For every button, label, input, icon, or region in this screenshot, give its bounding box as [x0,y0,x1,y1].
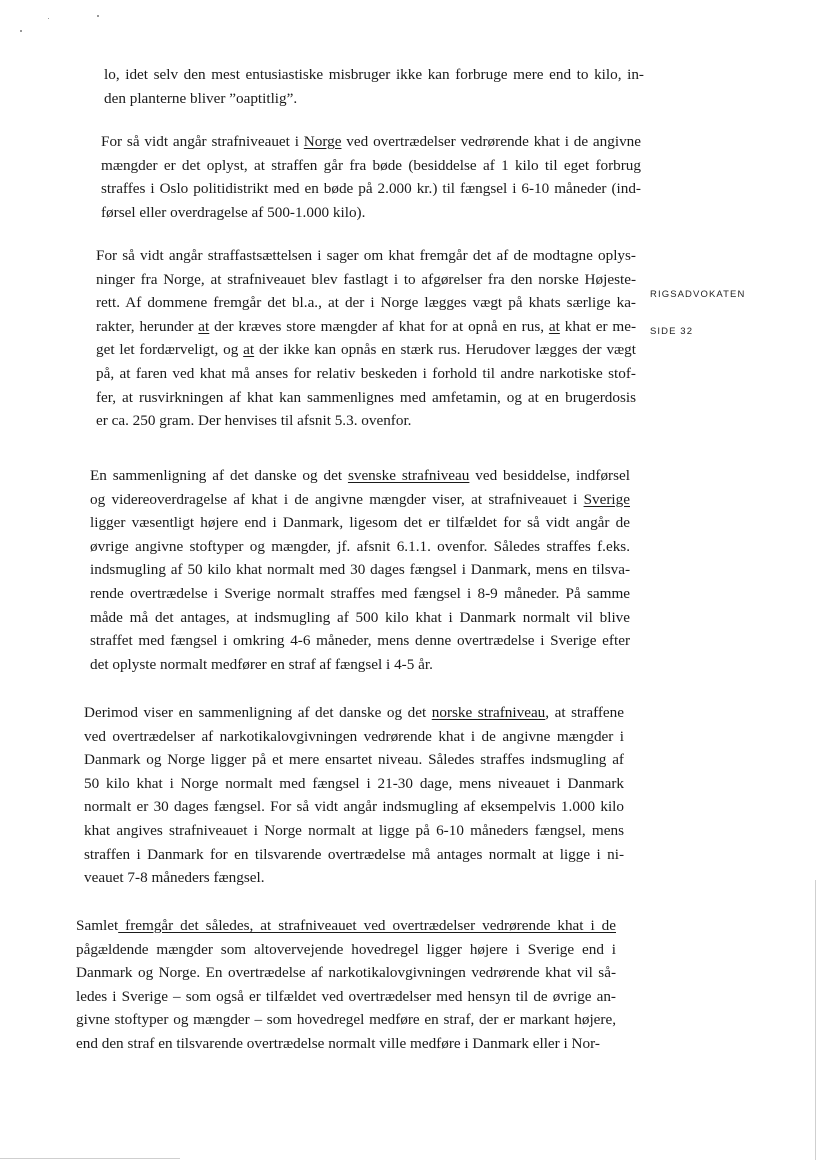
text-line [96,315,636,339]
text-segment: førsel eller overdragelse af 500-1.000 kilo). [101,203,366,221]
text-segment: Derimod viser en sammenligning af det danske og det [84,704,432,721]
paragraph [104,63,644,110]
text-segment: khat angives strafniveauet i Norge normalt at ligge på 6-10 måneders fængsel, mens [84,821,624,839]
text-line [90,511,630,535]
text-segment: For så vidt angår strafniveauet i [101,133,304,150]
scan-edge-line [0,1158,180,1159]
text-segment: ved overtrædelser af narkotikalovgivningen vedrørende khat i de angivne mængder i [84,727,624,745]
scan-speck [20,30,22,32]
scan-edge-line [815,880,816,1160]
text-line [90,606,630,630]
text-segment: rett. Af dommene fremgår det bl.a., at der i Norge lægges vægt på khats særlige ka- [96,294,636,312]
text-line [101,154,641,178]
text-line [84,748,624,772]
text-line [76,938,616,962]
paragraph [101,130,641,224]
text-segment: den planterne bliver ”oaptitlig”. [104,89,298,107]
text-segment: 50 kilo khat i Norge normalt med fængsel i 21-30 dage, mens niveauet i Danmark [84,774,624,792]
text-line [76,1008,616,1032]
text-segment: indsmugling af 50 kilo khat normalt med 30 dages fængsel i Danmark, mens en tilsva- [90,561,630,579]
text-line [96,268,636,292]
text-line [104,87,644,111]
underlined-text: svenske strafniveau [347,467,470,484]
text-segment: Danmark og Norge ligger på et mere ensartet niveau. Således straffes indsmugling af [84,751,624,769]
text-segment: straffes i Oslo politidistrikt med en bøde på 2.000 kr.) til fængsel i 6-10 måneder (ind- [101,180,641,198]
paragraph [96,244,636,433]
text-segment: måde må det antages, at indsmugling af 500 kilo khat i Danmark normalt vil blive [90,608,630,626]
text-line [76,985,616,1009]
text-line [90,488,630,512]
text-line [96,291,636,315]
text-segment: veauet 7-8 måneders fængsel. [84,869,265,887]
text-line [90,535,630,559]
text-line [84,819,624,843]
sidebar-org-label: RIGSADVOKATEN [650,289,746,300]
text-segment: straffet med fængsel i omkring 4-6 måneder, mens denne overtrædelse i Sverige efter [90,632,630,650]
text-line [96,386,636,410]
text-line [96,338,636,362]
underlined-text: norske strafniveau [431,704,546,721]
text-segment: Danmark og Norge. En overtrædelse af narkotikalovgivningen vedrørende khat vil så- [76,964,616,982]
text-segment: khat er me- [559,317,636,335]
text-segment: der ikke kan opnås en stærk rus. Herudover lægges der vægt [254,341,636,359]
text-segment: For så vidt angår straffastsættelsen i sager om khat fremgår det af de modtagne oplys- [96,247,636,264]
text-line [76,1032,616,1056]
text-segment: Samlet [76,917,119,934]
text-segment: ved besiddelse, indførsel [469,467,630,484]
sidebar-page-label: SIDE 32 [650,326,694,337]
text-segment: rakter, herunder [96,317,199,335]
text-segment: givne stoftyper og mængder – som hovedregel medføre en straf, der er markant højere, [76,1011,616,1029]
underlined-text: at [198,317,210,335]
text-segment: ledes i Sverige – som også er tilfældet ved overtrædelser med hensyn til de øvrige an- [76,987,616,1005]
text-line [90,464,630,488]
text-segment: fer, at rusvirkningen af khat kan sammenlignes med amfetamin, og at en brugerdosis [96,388,636,406]
text-line [76,914,616,938]
text-segment: , at straffene [545,704,624,721]
text-line [101,177,641,201]
paragraph [90,464,630,676]
text-line [84,843,624,867]
text-line [84,795,624,819]
text-segment: normalt er 30 dages fængsel. For så vidt angår indsmugling af eksempelvis 1.000 kilo [84,798,624,816]
paragraph [76,914,616,1056]
text-line [96,244,636,268]
text-line [90,629,630,653]
text-segment: det oplyste normalt medfører en straf af fængsel i 4-5 år. [90,655,433,673]
text-line [84,725,624,749]
text-line [96,409,636,433]
text-line [84,866,624,890]
underlined-text: at [243,341,255,359]
text-line [84,772,624,796]
scan-speck [97,15,99,17]
underlined-text: at [548,317,560,335]
text-line [84,701,624,725]
underlined-text: Norge [303,133,342,150]
text-segment: på, at faren ved khat må anses for relativ beskeden i forhold til andre narkotiske stof- [96,364,636,382]
text-line [104,63,644,87]
text-segment: rende overtrædelse i Sverige normalt straffes med fængsel i 8-9 måneder. På samme [90,584,630,602]
text-segment: mængder er det oplyst, at straffen går fra bøde (besiddelse af 1 kilo til eget forbrug [101,156,641,174]
text-line [101,130,641,154]
text-segment: straffen i Danmark for en tilsvarende overtrædelse må antages normalt at ligge i ni- [84,845,624,863]
text-segment: øvrige angivne stoftyper og mængder, jf. afsnit 6.1.1. ovenfor. Således straffes f.eks. [90,537,630,555]
text-segment: er ca. 250 gram. Der henvises til afsnit 5.3. ovenfor. [96,412,412,430]
text-segment: der kræves store mængder af khat for at opnå en rus, [209,317,549,335]
text-segment: lo, idet selv den mest entusiastiske misbruger ikke kan forbruge mere end to kilo, in- [104,66,644,83]
underlined-text: Sverige [583,490,630,508]
underlined-text: fremgår det således, at strafniveauet ved overtrædelser vedrørende khat i de [118,917,616,934]
text-segment: ninger fra Norge, at strafniveauet blev fastlagt i to afgørelser fra den norske Højeste- [96,270,636,288]
paragraph [84,701,624,890]
text-segment: ligger væsentligt højere end i Danmark, ligesom det er tilfældet for så vidt angår de [90,514,630,532]
text-segment: pågældende mængder som altovervejende hovedregel ligger højere i Sverige end i [76,940,616,958]
scan-speck [48,18,49,19]
text-line [76,961,616,985]
text-segment: get let fordærveligt, og [96,341,244,359]
text-segment: og videreoverdragelse af khat i de angivne mængder viser, at strafniveauet i [90,490,584,508]
text-line [90,653,630,677]
text-segment: En sammenligning af det danske og det [90,467,348,484]
text-segment: ved overtrædelser vedrørende khat i de angivne [341,133,641,150]
text-line [96,362,636,386]
text-line [101,201,641,225]
text-segment: end den straf en tilsvarende overtrædelse normalt ville medføre i Danmark eller i Nor- [76,1034,600,1052]
text-line [90,582,630,606]
text-line [90,558,630,582]
